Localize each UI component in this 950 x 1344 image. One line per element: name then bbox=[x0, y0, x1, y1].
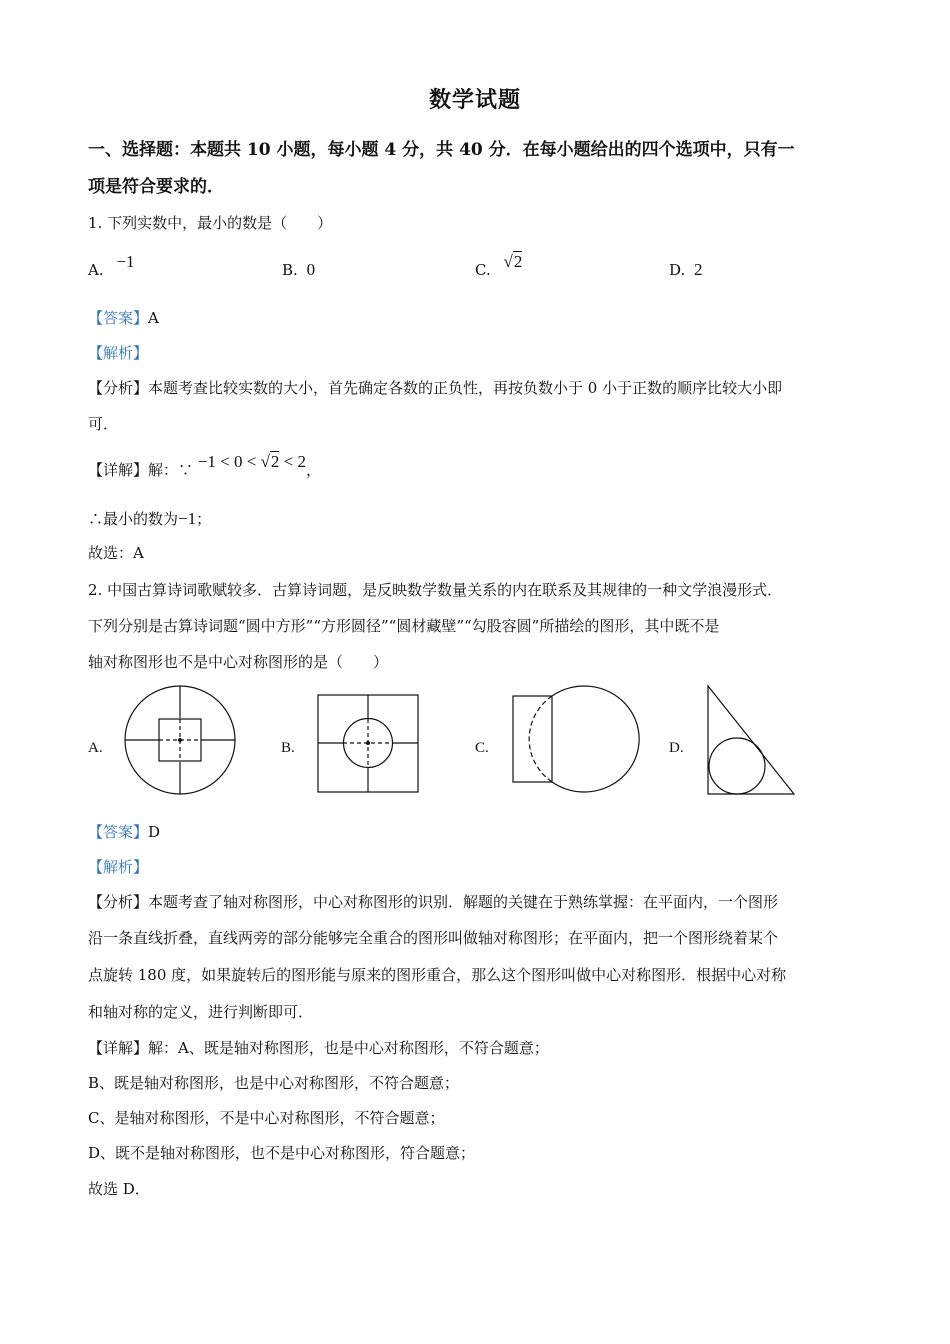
fenxi-text: 本题考查了轴对称图形，中心对称图形的识别．解题的关键在于熟练掌握：在平面内，一个图形 bbox=[148, 893, 779, 911]
q2-fenxi-line1 bbox=[88, 892, 778, 912]
option-value: 0 bbox=[306, 260, 316, 279]
q2-stem-line1: 2. 中国古算诗词歌赋较多．古算诗词题，是反映数学数量关系的内在联系及其规律的一种文学浪漫形式． bbox=[88, 581, 783, 599]
sqrt-expression: √2 bbox=[260, 452, 280, 471]
inequality-part2: < 2 bbox=[279, 452, 307, 471]
inequality bbox=[198, 452, 306, 471]
xiangjie-prefix: 解：∵ bbox=[148, 461, 194, 479]
q2-xiangjie-line2: B、既是轴对称图形，也是中心对称图形，不符合题意； bbox=[88, 1074, 460, 1092]
q1-conclusion bbox=[88, 509, 211, 529]
q2-stem-line2: 下列分别是古算诗词题“圆中方形”“方形圆径”“圆材藏壁”“勾股容圆”所描绘的图形，其中既不是 bbox=[88, 617, 720, 635]
q2-fenxi-line4: 和轴对称的定义，进行判断即可． bbox=[88, 1003, 314, 1021]
section-heading-line2: 项是符合要求的． bbox=[88, 177, 224, 197]
q1-fenxi-line1 bbox=[88, 378, 782, 398]
q2-stem-line3: 轴对称图形也不是中心对称图形的是（ ） bbox=[88, 653, 389, 671]
xiangjie-suffix: ， bbox=[306, 461, 322, 479]
inequality-part1: −1 < 0 < bbox=[197, 452, 261, 471]
q1-option-d bbox=[669, 260, 703, 280]
sqrt-expression: √2 bbox=[503, 252, 523, 271]
q2-choose: 故选 D． bbox=[88, 1180, 150, 1198]
section-heading-line1: 一、选择题：本题共 10 小题，每小题 4 分，共 40 分．在每小题给出的四个选项中，只有一 bbox=[88, 140, 795, 160]
radicand: 2 bbox=[513, 252, 523, 271]
radicand: 2 bbox=[270, 452, 280, 471]
xiangjie-tag: 【详解】 bbox=[88, 1039, 149, 1057]
q2-option-a-label: A. bbox=[88, 740, 103, 756]
q1-answer bbox=[88, 308, 159, 328]
conclusion-value: −1 bbox=[178, 509, 197, 528]
q1-option-c bbox=[475, 252, 523, 280]
q1-option-b bbox=[282, 260, 315, 280]
q2-option-d-label: D. bbox=[669, 740, 684, 756]
right-triangle-with-incircle-figure bbox=[705, 683, 797, 797]
option-label: A. bbox=[88, 261, 104, 279]
q1-option-a bbox=[88, 252, 135, 280]
option-value: −1 bbox=[116, 252, 135, 271]
q1-choose: 故选：A bbox=[88, 544, 144, 562]
xiangjie-text: 解：A、既是轴对称图形，也是中心对称图形，不符合题意； bbox=[148, 1039, 549, 1057]
q1-xiangjie bbox=[88, 452, 322, 480]
q1-analysis-tag: 【解析】 bbox=[88, 344, 149, 362]
answer-value: D bbox=[148, 823, 161, 841]
fenxi-tag: 【分析】 bbox=[88, 893, 149, 911]
fenxi-tag: 【分析】 bbox=[88, 379, 149, 397]
q2-fenxi-line2: 沿一条直线折叠，直线两旁的部分能够完全重合的图形叫做轴对称图形；在平面内，把一个图形绕着某个 bbox=[88, 929, 779, 947]
conclusion-suffix: ； bbox=[196, 510, 212, 528]
q2-option-b-label: B. bbox=[281, 740, 295, 756]
q2-analysis-tag: 【解析】 bbox=[88, 858, 149, 876]
circle-with-square-figure bbox=[120, 682, 242, 798]
xiangjie-tag: 【详解】 bbox=[88, 461, 149, 479]
answer-tag: 【答案】 bbox=[88, 309, 149, 327]
q2-answer bbox=[88, 822, 160, 842]
q2-option-c-label: C. bbox=[475, 740, 489, 756]
fenxi-text: 本题考查比较实数的大小，首先确定各数的正负性，再按负数小于 0 小于正数的顺序比较大小即 bbox=[148, 379, 783, 397]
q2-xiangjie-line4: D、既不是轴对称图形，也不是中心对称图形，符合题意； bbox=[88, 1144, 476, 1162]
answer-value: A bbox=[148, 309, 159, 327]
square-with-circle-figure bbox=[317, 694, 419, 794]
q1-fenxi-line2: 可． bbox=[88, 415, 119, 433]
option-label: D. bbox=[669, 261, 686, 279]
q1-stem: 1. 下列实数中，最小的数是（ ） bbox=[88, 214, 333, 232]
option-label: B. bbox=[282, 261, 298, 279]
page-title: 数学试题 bbox=[428, 87, 521, 113]
q2-xiangjie-line3: C、是轴对称图形，不是中心对称图形，不符合题意； bbox=[88, 1109, 445, 1127]
circle-with-rectangle-figure bbox=[510, 684, 642, 798]
conclusion-prefix: ∴最小的数为 bbox=[88, 510, 179, 528]
option-value: 2 bbox=[694, 260, 703, 279]
option-label: C. bbox=[475, 261, 491, 279]
q2-xiangjie-line1 bbox=[88, 1038, 549, 1058]
answer-tag: 【答案】 bbox=[88, 823, 149, 841]
q2-fenxi-line3: 点旋转 180 度，如果旋转后的图形能与原来的图形重合，那么这个图形叫做中心对称图形．根据中心对称 bbox=[88, 966, 787, 984]
